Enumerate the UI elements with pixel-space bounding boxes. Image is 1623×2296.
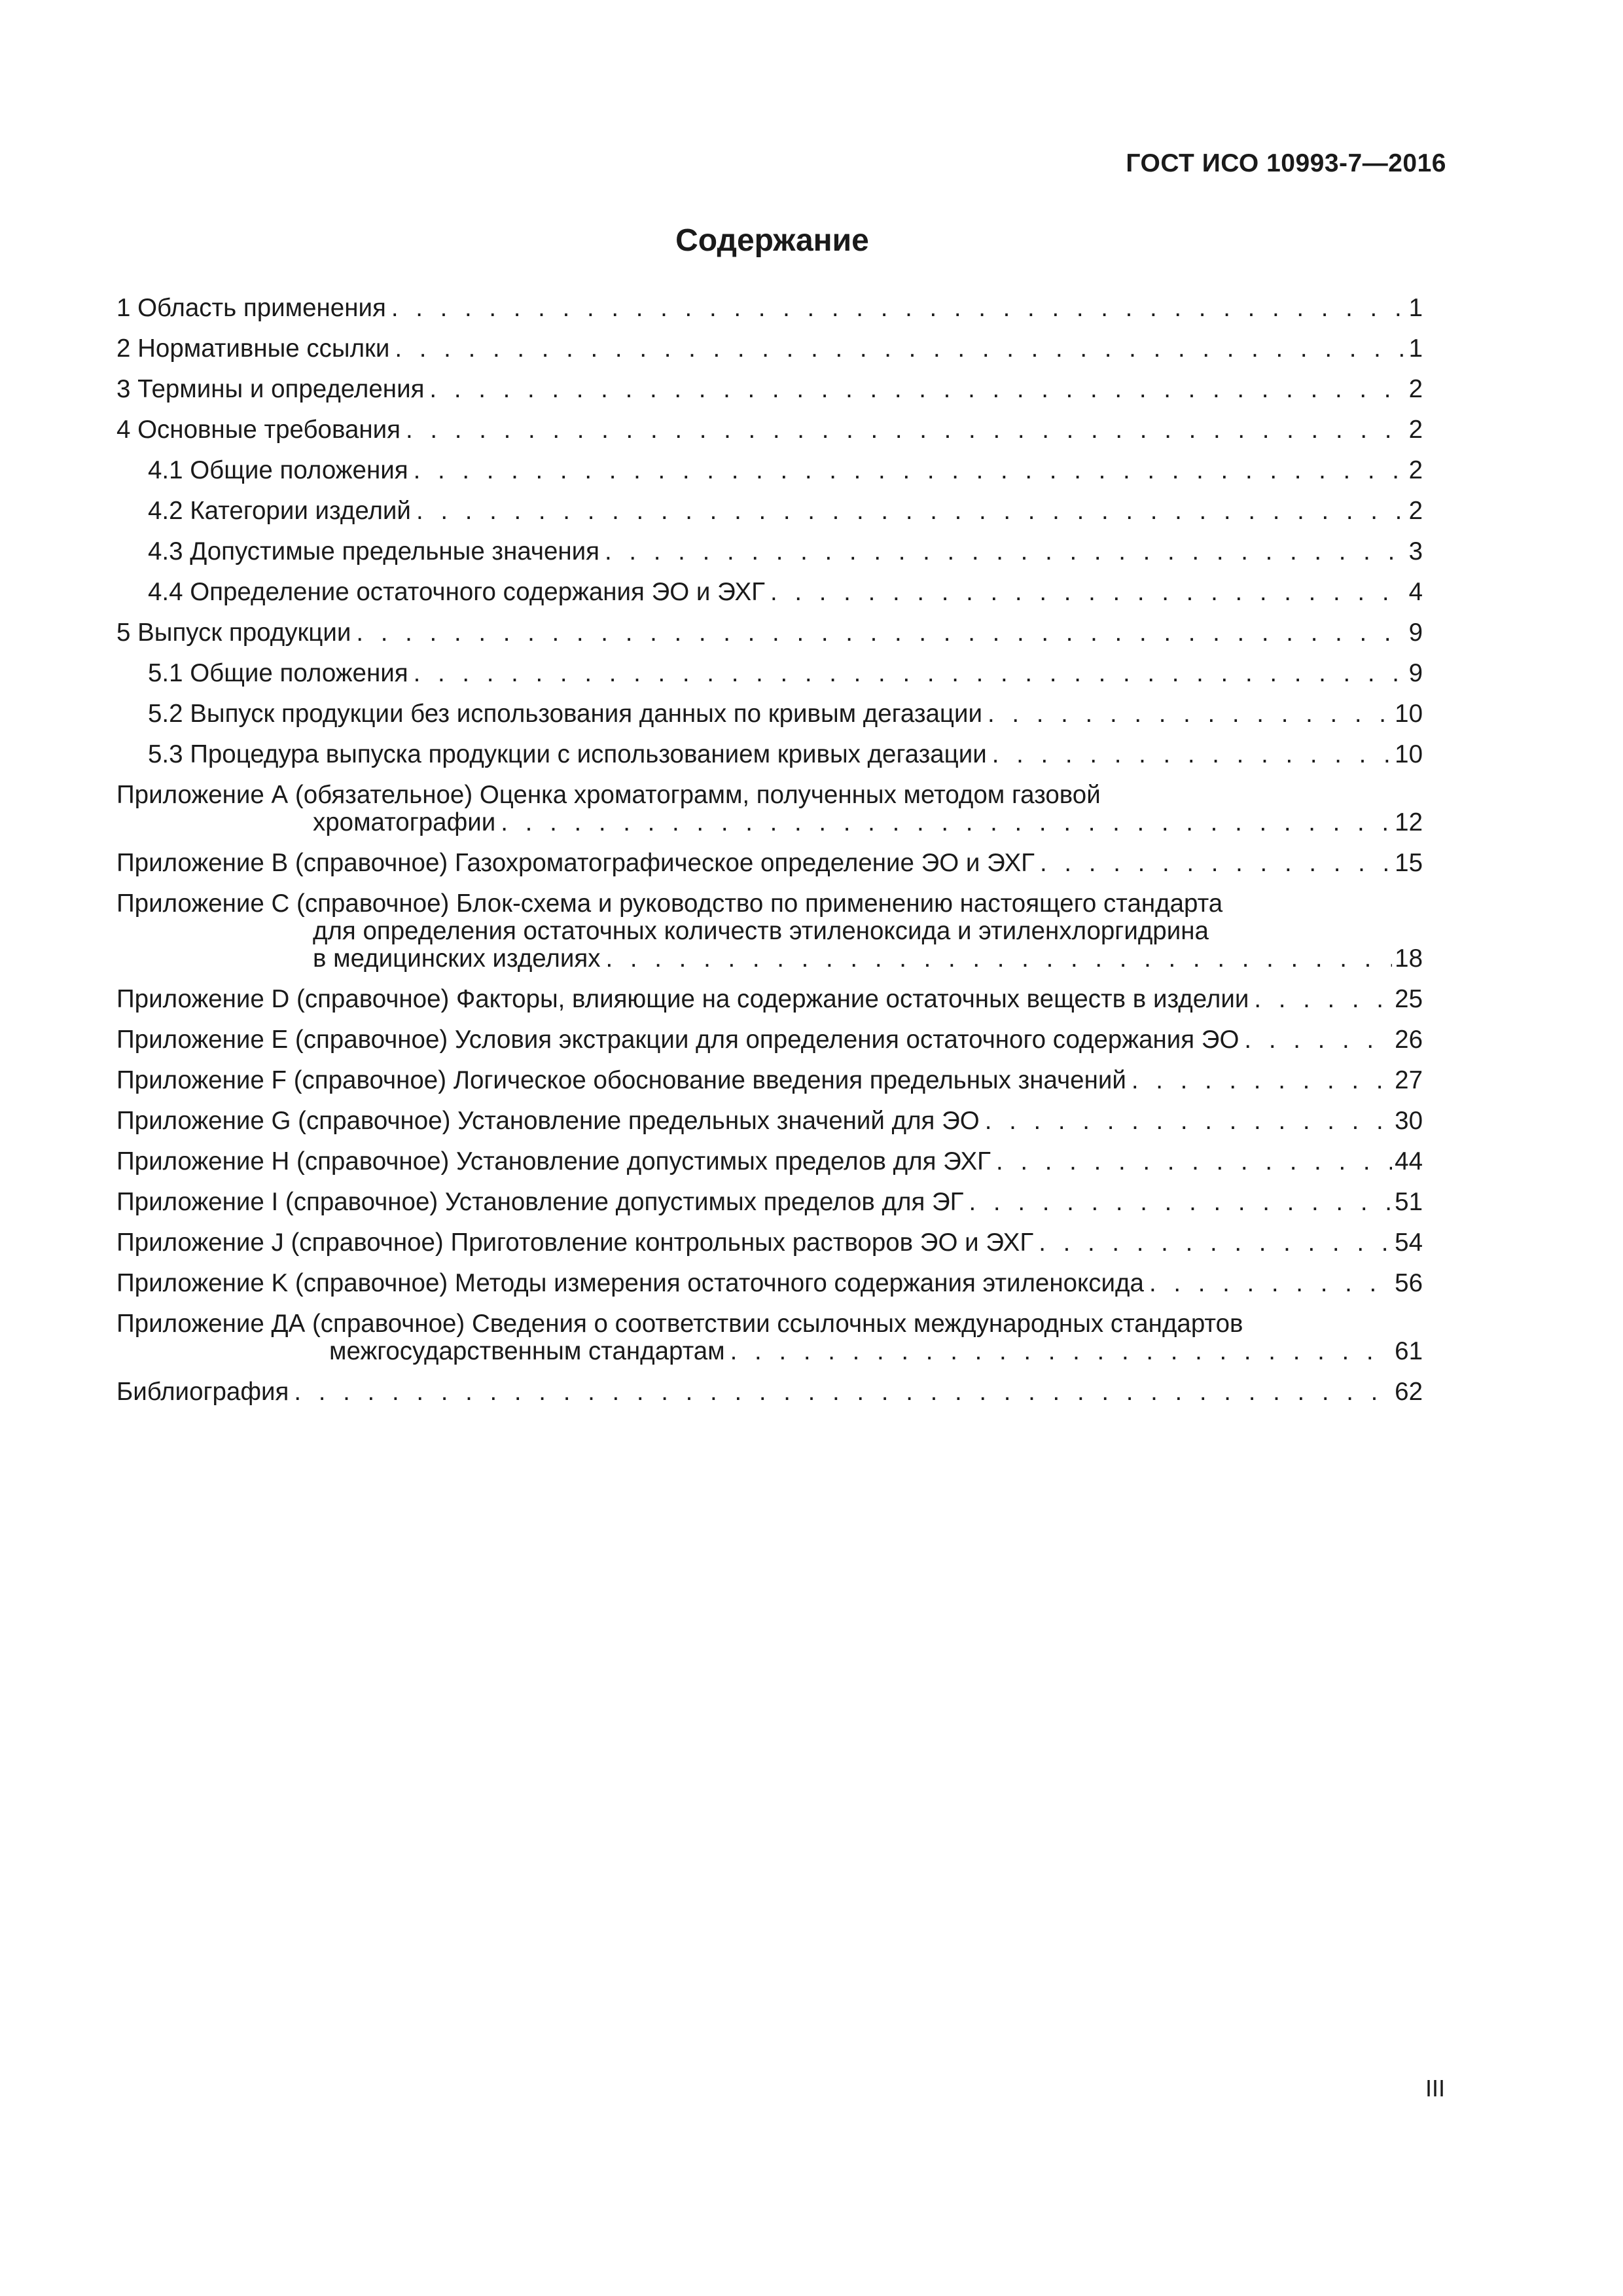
toc-entry-text: Приложение D (справочное) Факторы, влияющие на содержание остаточных веществ в изделии bbox=[116, 985, 1249, 1013]
toc-entry-annex-da[interactable] bbox=[116, 1310, 1423, 1365]
toc-page-number: 27 bbox=[1395, 1066, 1423, 1094]
leader-dots bbox=[294, 1378, 1392, 1406]
leader-dots bbox=[395, 335, 1406, 363]
toc-page-number: 2 bbox=[1408, 416, 1423, 444]
toc-page-number: 1 bbox=[1408, 334, 1423, 363]
toc-entry-4-3[interactable] bbox=[116, 538, 1423, 565]
leader-dots bbox=[1244, 1026, 1392, 1054]
toc-entry-4-2[interactable] bbox=[116, 497, 1423, 525]
toc-entry-5[interactable] bbox=[116, 619, 1423, 647]
toc-page-number: 12 bbox=[1395, 808, 1423, 836]
toc-entry-text: Библиография bbox=[116, 1378, 289, 1406]
toc-entry-text: 4 Основные требования bbox=[116, 416, 401, 444]
toc-entry-text: 3 Термины и определения bbox=[116, 375, 425, 403]
leader-dots bbox=[969, 1189, 1393, 1216]
toc-entry-text: Приложение E (справочное) Условия экстракции для определения остаточного содержания ЭО bbox=[116, 1026, 1240, 1054]
leader-dots bbox=[1039, 1229, 1392, 1257]
leader-dots bbox=[992, 741, 1392, 768]
leader-dots bbox=[1149, 1270, 1392, 1297]
leader-dots bbox=[416, 497, 1406, 525]
leader-dots bbox=[730, 1338, 1393, 1365]
leader-dots bbox=[985, 1107, 1392, 1135]
leader-dots bbox=[770, 579, 1406, 606]
toc-entry-annex-i[interactable] bbox=[116, 1189, 1423, 1216]
leader-dots bbox=[414, 660, 1406, 687]
toc-entry-text: Приложение С (справочное) Блок-схема и руководство по применению настоящего стандарта bbox=[116, 889, 1223, 918]
leader-dots bbox=[406, 416, 1406, 444]
toc-page-number: 56 bbox=[1395, 1269, 1423, 1297]
toc-entry-text: Приложение А (обязательное) Оценка хроматограмм, полученных методом газовой bbox=[116, 781, 1101, 809]
document-code: ГОСТ ИСО 10993-7—2016 bbox=[1126, 149, 1446, 177]
leader-dots bbox=[1040, 850, 1392, 877]
toc-entry-text: Приложение ДА (справочное) Сведения о соответствии ссылочных международных стандартов bbox=[116, 1310, 1243, 1338]
toc-page-number: 2 bbox=[1408, 456, 1423, 484]
toc-entry-4-1[interactable] bbox=[116, 457, 1423, 484]
toc-entry-text: 5.2 Выпуск продукции без использования данных по кривым дегазации bbox=[148, 700, 982, 728]
toc-entry-bibliography[interactable] bbox=[116, 1378, 1423, 1406]
toc-page-number: 2 bbox=[1408, 497, 1423, 525]
toc-entry-continuation: для определения остаточных количеств этиленоксида и этиленхлоргидрина bbox=[313, 917, 1209, 945]
toc-page-number: 54 bbox=[1395, 1229, 1423, 1257]
toc-entry-text: 4.3 Допустимые предельные значения bbox=[148, 537, 599, 565]
toc-entry-text: Приложение В (справочное) Газохроматографическое определение ЭО и ЭХГ bbox=[116, 849, 1035, 877]
toc-entry-annex-f[interactable] bbox=[116, 1067, 1423, 1094]
leader-dots bbox=[501, 809, 1392, 836]
toc-page-number: 9 bbox=[1408, 619, 1423, 647]
toc-entry-1[interactable] bbox=[116, 295, 1423, 322]
toc-page-number: 18 bbox=[1395, 944, 1423, 973]
toc-page-number: 51 bbox=[1395, 1188, 1423, 1216]
leader-dots bbox=[414, 457, 1406, 484]
toc-entry-continuation: хроматографии bbox=[313, 808, 496, 836]
toc-entry-annex-j[interactable] bbox=[116, 1229, 1423, 1257]
toc-entry-annex-b[interactable] bbox=[116, 850, 1423, 877]
toc-entry-text: Приложение I (справочное) Установление допустимых пределов для ЭГ bbox=[116, 1188, 964, 1216]
leader-dots bbox=[996, 1148, 1392, 1175]
toc-entry-text: Приложение J (справочное) Приготовление контрольных растворов ЭО и ЭХГ bbox=[116, 1229, 1034, 1257]
toc-entry-text: 4.1 Общие положения bbox=[148, 456, 408, 484]
toc-entry-annex-e[interactable] bbox=[116, 1026, 1423, 1054]
toc-entry-annex-k[interactable] bbox=[116, 1270, 1423, 1297]
toc-page-number: 62 bbox=[1395, 1378, 1423, 1406]
toc-entry-text: Приложение K (справочное) Методы измерения остаточного содержания этиленоксида bbox=[116, 1269, 1144, 1297]
toc-entry-3[interactable] bbox=[116, 376, 1423, 403]
toc-page-number: 25 bbox=[1395, 985, 1423, 1013]
toc-page-number: 44 bbox=[1395, 1147, 1423, 1175]
leader-dots bbox=[1254, 986, 1392, 1013]
toc-entry-text: 4.2 Категории изделий bbox=[148, 497, 411, 525]
toc-page-number: 26 bbox=[1395, 1026, 1423, 1054]
toc-entry-text: Приложение H (справочное) Установление допустимых пределов для ЭХГ bbox=[116, 1147, 991, 1175]
toc-entry-5-3[interactable] bbox=[116, 741, 1423, 768]
toc-entry-text: 4.4 Определение остаточного содержания ЭО и ЭХГ bbox=[148, 578, 765, 606]
toc-entry-2[interactable] bbox=[116, 335, 1423, 363]
toc-entry-text: 5.3 Процедура выпуска продукции с использованием кривых дегазации bbox=[148, 740, 987, 768]
toc-entry-continuation: в медицинских изделиях bbox=[313, 944, 601, 973]
leader-dots bbox=[988, 700, 1392, 728]
toc-entry-annex-g[interactable] bbox=[116, 1107, 1423, 1135]
leader-dots bbox=[356, 619, 1406, 647]
toc-entry-text: Приложение F (справочное) Логическое обоснование введения предельных значений bbox=[116, 1066, 1126, 1094]
toc-page-number: 15 bbox=[1395, 849, 1423, 877]
toc-page-number: 3 bbox=[1408, 537, 1423, 565]
toc-entry-text: 1 Область применения bbox=[116, 294, 386, 322]
toc-entry-text: Приложение G (справочное) Установление предельных значений для ЭО bbox=[116, 1107, 980, 1135]
leader-dots bbox=[606, 945, 1393, 973]
toc-entry-annex-d[interactable] bbox=[116, 986, 1423, 1013]
toc-entry-text: 5 Выпуск продукции bbox=[116, 619, 351, 647]
toc-entry-5-2[interactable] bbox=[116, 700, 1423, 728]
toc-entry-text: 5.1 Общие положения bbox=[148, 659, 408, 687]
leader-dots bbox=[605, 538, 1406, 565]
toc-entry-5-1[interactable] bbox=[116, 660, 1423, 687]
toc-entry-annex-h[interactable] bbox=[116, 1148, 1423, 1175]
leader-dots bbox=[429, 376, 1406, 403]
toc-entry-annex-a[interactable] bbox=[116, 781, 1423, 836]
toc-page-number: 2 bbox=[1408, 375, 1423, 403]
toc-page-number: 10 bbox=[1395, 740, 1423, 768]
table-of-contents bbox=[116, 295, 1423, 1419]
toc-page-number: 4 bbox=[1408, 578, 1423, 606]
toc-entry-continuation: межгосударственным стандартам bbox=[329, 1337, 725, 1365]
leader-dots bbox=[391, 295, 1406, 322]
toc-page-number: 61 bbox=[1395, 1337, 1423, 1365]
page-number: III bbox=[1425, 2075, 1445, 2102]
toc-entry-text: 2 Нормативные ссылки bbox=[116, 334, 390, 363]
toc-entry-4-4[interactable] bbox=[116, 579, 1423, 606]
toc-entry-annex-c[interactable] bbox=[116, 890, 1423, 973]
leader-dots bbox=[1132, 1067, 1392, 1094]
toc-page-number: 1 bbox=[1408, 294, 1423, 322]
toc-page-number: 9 bbox=[1408, 659, 1423, 687]
toc-entry-4[interactable] bbox=[116, 416, 1423, 444]
toc-page-number: 10 bbox=[1395, 700, 1423, 728]
page-title: Содержание bbox=[675, 223, 869, 258]
toc-page-number: 30 bbox=[1395, 1107, 1423, 1135]
